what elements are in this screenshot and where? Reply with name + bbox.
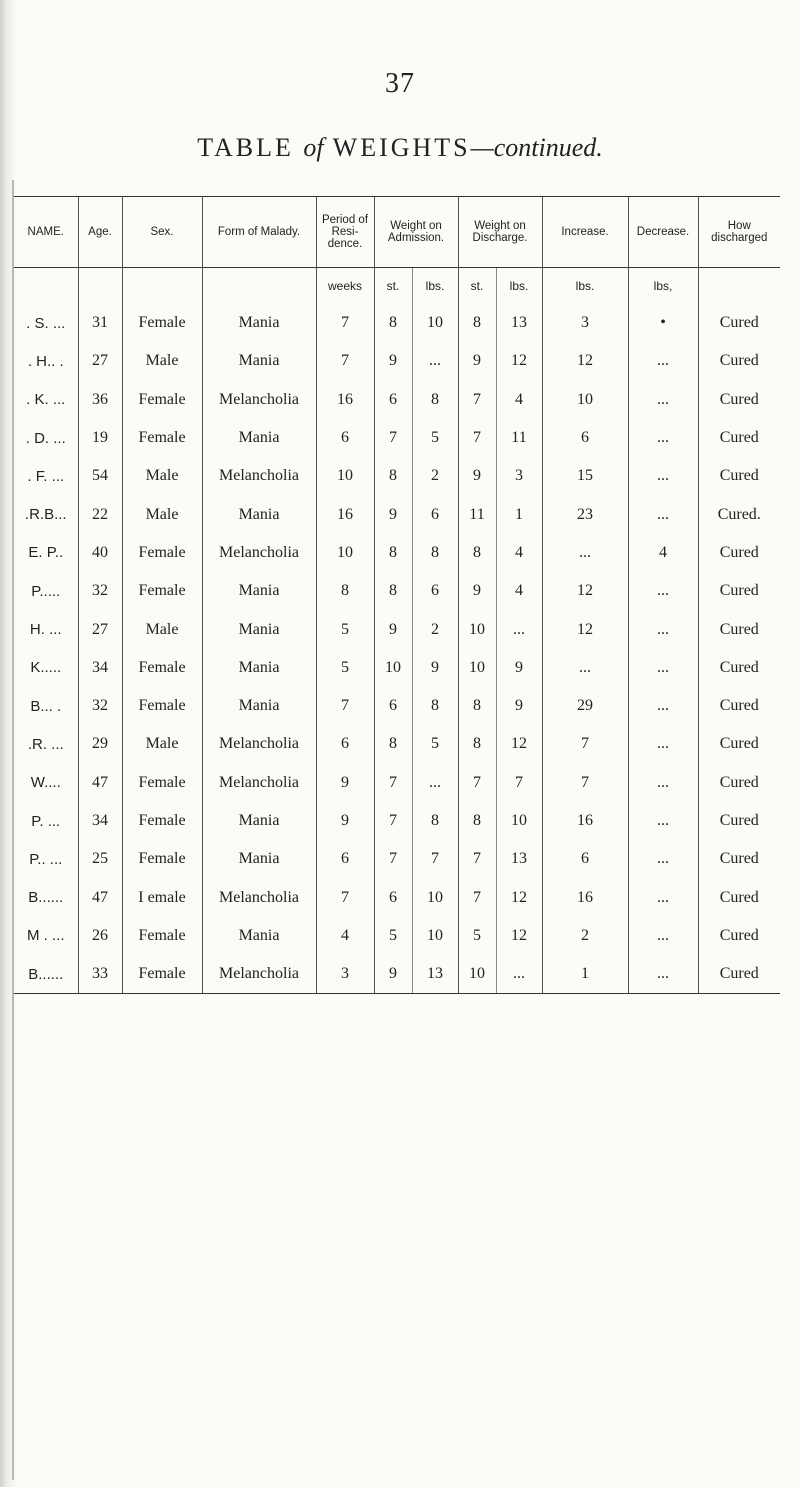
cell-period: 5 xyxy=(316,649,374,687)
cell-age: 31 xyxy=(78,304,122,342)
cell-increase: 7 xyxy=(542,725,628,763)
header-age: Age. xyxy=(78,197,122,268)
title-prefix: TABLE xyxy=(197,133,304,162)
cell-name: B... . xyxy=(30,697,62,715)
cell-how-discharged: Cured xyxy=(698,534,780,572)
cell-name: . D. ... xyxy=(25,429,66,447)
cell-period: 8 xyxy=(316,572,374,610)
cell-discharge-st: 9 xyxy=(458,342,496,380)
cell-form: Melancholia xyxy=(202,878,316,916)
cell-decrease: ... xyxy=(628,419,698,457)
cell-discharge-lbs: 12 xyxy=(496,725,542,763)
units-blank xyxy=(698,268,780,305)
cell-discharge-st: 7 xyxy=(458,878,496,916)
cell-sex: Male xyxy=(122,495,202,533)
unit-decrease: lbs, xyxy=(628,268,698,305)
cell-name: B...... xyxy=(14,955,78,994)
cell-sex: Female xyxy=(122,534,202,572)
table-row xyxy=(14,917,780,955)
page-number: 37 xyxy=(385,68,415,99)
table-row xyxy=(14,572,780,610)
cell-discharge-lbs: 3 xyxy=(496,457,542,495)
cell-admission-lbs: 9 xyxy=(412,649,458,687)
cell-form: Melancholia xyxy=(202,534,316,572)
cell-form: Mania xyxy=(202,917,316,955)
cell-discharge-lbs: 4 xyxy=(496,381,542,419)
table-row xyxy=(14,687,780,725)
cell-decrease: ... xyxy=(628,381,698,419)
unit-discharge-lbs: lbs. xyxy=(496,268,542,305)
cell-decrease: • xyxy=(628,304,698,342)
cell-how-discharged: Cured xyxy=(698,419,780,457)
cell-period: 10 xyxy=(316,534,374,572)
cell-decrease: ... xyxy=(628,764,698,802)
cell-admission-lbs: 7 xyxy=(412,840,458,878)
cell-admission-st: 10 xyxy=(374,649,412,687)
cell-increase: ... xyxy=(542,534,628,572)
cell-period: 9 xyxy=(316,802,374,840)
cell-discharge-st: 9 xyxy=(458,572,496,610)
cell-admission-lbs: 13 xyxy=(412,955,458,994)
cell-name: K..... xyxy=(30,659,62,677)
cell-decrease: ... xyxy=(628,955,698,994)
cell-sex: Male xyxy=(122,457,202,495)
cell-how-discharged: Cured xyxy=(698,381,780,419)
cell-decrease: ... xyxy=(628,342,698,380)
unit-increase: lbs. xyxy=(542,268,628,305)
cell-sex: Female xyxy=(122,419,202,457)
cell-discharge-lbs: 12 xyxy=(496,878,542,916)
cell-how-discharged: Cured. xyxy=(698,495,780,533)
cell-discharge-lbs: 4 xyxy=(496,534,542,572)
cell-how-discharged: Cured xyxy=(698,840,780,878)
cell-how-discharged: Cured xyxy=(698,955,780,994)
cell-sex: Female xyxy=(122,840,202,878)
cell-name: . H.. . xyxy=(27,352,64,370)
unit-discharge-st: st. xyxy=(458,268,496,305)
header-sex: Sex. xyxy=(122,197,202,268)
cell-age: 36 xyxy=(78,381,122,419)
cell-sex: Male xyxy=(122,342,202,380)
cell-age: 47 xyxy=(78,764,122,802)
cell-increase: 29 xyxy=(542,687,628,725)
cell-admission-st: 8 xyxy=(374,534,412,572)
cell-discharge-st: 8 xyxy=(458,534,496,572)
cell-age: 32 xyxy=(78,687,122,725)
table-body xyxy=(14,268,780,994)
cell-admission-st: 8 xyxy=(374,457,412,495)
cell-form: Mania xyxy=(202,610,316,648)
cell-increase: 12 xyxy=(542,342,628,380)
unit-period: weeks xyxy=(316,268,374,305)
cell-admission-lbs: 10 xyxy=(412,917,458,955)
header-weight-discharge: Weight on Discharge. xyxy=(458,197,542,268)
cell-discharge-lbs: 12 xyxy=(496,342,542,380)
cell-admission-st: 7 xyxy=(374,802,412,840)
cell-discharge-st: 7 xyxy=(458,419,496,457)
cell-increase: 23 xyxy=(542,495,628,533)
cell-discharge-st: 7 xyxy=(458,840,496,878)
cell-age: 34 xyxy=(78,802,122,840)
cell-admission-lbs: 10 xyxy=(412,304,458,342)
cell-discharge-st: 8 xyxy=(458,687,496,725)
header-row xyxy=(14,197,780,268)
cell-period: 9 xyxy=(316,764,374,802)
cell-decrease: ... xyxy=(628,917,698,955)
cell-increase: 3 xyxy=(542,304,628,342)
cell-how-discharged: Cured xyxy=(698,342,780,380)
cell-admission-st: 8 xyxy=(374,304,412,342)
cell-sex: Female xyxy=(122,764,202,802)
cell-admission-lbs: 2 xyxy=(412,610,458,648)
cell-decrease: ... xyxy=(628,802,698,840)
cell-decrease: 4 xyxy=(628,534,698,572)
cell-how-discharged: Cured xyxy=(698,878,780,916)
cell-discharge-lbs: 13 xyxy=(496,304,542,342)
cell-period: 10 xyxy=(316,457,374,495)
cell-form: Mania xyxy=(202,687,316,725)
cell-admission-st: 9 xyxy=(374,342,412,380)
cell-how-discharged: Cured xyxy=(698,649,780,687)
cell-age: 54 xyxy=(78,457,122,495)
cell-discharge-st: 7 xyxy=(458,764,496,802)
cell-age: 29 xyxy=(78,725,122,763)
cell-admission-st: 7 xyxy=(374,764,412,802)
cell-discharge-st: 10 xyxy=(458,610,496,648)
cell-decrease: ... xyxy=(628,610,698,648)
cell-period: 5 xyxy=(316,610,374,648)
table-row xyxy=(14,495,780,533)
cell-increase: 16 xyxy=(542,878,628,916)
table-row xyxy=(14,381,780,419)
cell-name: W.... xyxy=(30,774,61,792)
cell-period: 3 xyxy=(316,955,374,994)
cell-sex: Female xyxy=(122,917,202,955)
cell-period: 6 xyxy=(316,419,374,457)
cell-increase: 12 xyxy=(542,610,628,648)
cell-name: P..... xyxy=(31,582,61,600)
cell-form: Melancholia xyxy=(202,725,316,763)
cell-increase: 1 xyxy=(542,955,628,994)
cell-how-discharged: Cured xyxy=(698,802,780,840)
cell-age: 40 xyxy=(78,534,122,572)
cell-age: 26 xyxy=(78,917,122,955)
cell-admission-lbs: ... xyxy=(412,342,458,380)
cell-form: Mania xyxy=(202,495,316,533)
cell-decrease: ... xyxy=(628,725,698,763)
cell-discharge-st: 8 xyxy=(458,304,496,342)
cell-discharge-st: 10 xyxy=(458,955,496,994)
cell-form: Mania xyxy=(202,572,316,610)
cell-name: B...... xyxy=(28,889,64,907)
cell-discharge-st: 9 xyxy=(458,457,496,495)
cell-admission-st: 6 xyxy=(374,687,412,725)
cell-how-discharged: Cured xyxy=(698,572,780,610)
cell-form: Mania xyxy=(202,649,316,687)
cell-increase: ... xyxy=(542,649,628,687)
cell-admission-st: 6 xyxy=(374,878,412,916)
cell-how-discharged: Cured xyxy=(698,687,780,725)
cell-form: Melancholia xyxy=(202,457,316,495)
cell-period: 7 xyxy=(316,687,374,725)
cell-discharge-lbs: 4 xyxy=(496,572,542,610)
cell-period: 7 xyxy=(316,342,374,380)
table-row xyxy=(14,419,780,457)
units-blank xyxy=(122,268,202,305)
cell-increase: 6 xyxy=(542,419,628,457)
cell-sex: Female xyxy=(122,802,202,840)
cell-name: . K. ... xyxy=(26,391,66,409)
title-of: of xyxy=(303,133,324,162)
cell-increase: 10 xyxy=(542,381,628,419)
title-main: WEIGHTS xyxy=(323,133,471,162)
unit-admission-lbs: lbs. xyxy=(412,268,458,305)
cell-admission-lbs: ... xyxy=(412,764,458,802)
cell-age: 27 xyxy=(78,342,122,380)
units-blank xyxy=(202,268,316,305)
cell-decrease: ... xyxy=(628,457,698,495)
cell-name: P. ... xyxy=(31,812,61,830)
cell-name: H. ... xyxy=(29,621,62,639)
cell-discharge-lbs: 10 xyxy=(496,802,542,840)
table-row xyxy=(14,342,780,380)
cell-admission-st: 9 xyxy=(374,495,412,533)
cell-sex: I emale xyxy=(122,878,202,916)
cell-increase: 15 xyxy=(542,457,628,495)
cell-name: .R.B... xyxy=(24,506,67,524)
units-blank xyxy=(14,268,78,305)
cell-period: 6 xyxy=(316,725,374,763)
cell-name: P.. ... xyxy=(29,850,63,868)
cell-age: 47 xyxy=(78,878,122,916)
cell-discharge-st: 7 xyxy=(458,381,496,419)
unit-admission-st: st. xyxy=(374,268,412,305)
cell-admission-st: 7 xyxy=(374,840,412,878)
header-how-discharged: How discharged xyxy=(698,197,780,268)
cell-discharge-st: 11 xyxy=(458,495,496,533)
page-title xyxy=(0,133,800,163)
table-row xyxy=(14,802,780,840)
cell-discharge-st: 5 xyxy=(458,917,496,955)
cell-sex: Female xyxy=(122,687,202,725)
cell-admission-st: 9 xyxy=(374,955,412,994)
cell-form: Mania xyxy=(202,802,316,840)
cell-decrease: ... xyxy=(628,495,698,533)
cell-admission-lbs: 8 xyxy=(412,802,458,840)
cell-name: E. P.. xyxy=(28,544,64,562)
cell-discharge-st: 10 xyxy=(458,649,496,687)
table-row xyxy=(14,725,780,763)
cell-discharge-lbs: 7 xyxy=(496,764,542,802)
cell-name: . S. ... xyxy=(26,314,66,332)
cell-how-discharged: Cured xyxy=(698,457,780,495)
cell-admission-st: 9 xyxy=(374,610,412,648)
units-blank xyxy=(78,268,122,305)
cell-decrease: ... xyxy=(628,572,698,610)
cell-discharge-lbs: 11 xyxy=(496,419,542,457)
header-weight-admission: Weight on Admission. xyxy=(374,197,458,268)
table-row xyxy=(14,878,780,916)
cell-period: 16 xyxy=(316,495,374,533)
cell-form: Mania xyxy=(202,419,316,457)
cell-sex: Female xyxy=(122,381,202,419)
cell-decrease: ... xyxy=(628,840,698,878)
cell-form: Melancholia xyxy=(202,381,316,419)
cell-form: Mania xyxy=(202,840,316,878)
cell-discharge-lbs: 9 xyxy=(496,649,542,687)
title-suffix: —continued. xyxy=(470,133,603,162)
cell-sex: Male xyxy=(122,725,202,763)
cell-how-discharged: Cured xyxy=(698,917,780,955)
table-row xyxy=(14,649,780,687)
cell-period: 6 xyxy=(316,840,374,878)
cell-discharge-lbs: 9 xyxy=(496,687,542,725)
cell-discharge-lbs: 1 xyxy=(496,495,542,533)
cell-increase: 2 xyxy=(542,917,628,955)
header-form: Form of Malady. xyxy=(202,197,316,268)
cell-how-discharged: Cured xyxy=(698,725,780,763)
cell-discharge-st: 8 xyxy=(458,802,496,840)
cell-admission-lbs: 5 xyxy=(412,725,458,763)
cell-decrease: ... xyxy=(628,687,698,725)
cell-admission-lbs: 5 xyxy=(412,419,458,457)
cell-admission-lbs: 6 xyxy=(412,572,458,610)
header-period: Period of Resi- dence. xyxy=(316,197,374,268)
cell-admission-st: 7 xyxy=(374,419,412,457)
cell-age: 33 xyxy=(78,955,122,994)
cell-sex: Male xyxy=(122,610,202,648)
cell-discharge-lbs: ... xyxy=(496,610,542,648)
header-name: NAME. xyxy=(14,197,78,268)
cell-decrease: ... xyxy=(628,649,698,687)
cell-admission-lbs: 8 xyxy=(412,534,458,572)
cell-form: Mania xyxy=(202,304,316,342)
cell-admission-st: 8 xyxy=(374,572,412,610)
header-decrease: Decrease. xyxy=(628,197,698,268)
cell-sex: Female xyxy=(122,304,202,342)
cell-admission-st: 6 xyxy=(374,381,412,419)
cell-discharge-lbs: 13 xyxy=(496,840,542,878)
cell-increase: 16 xyxy=(542,802,628,840)
cell-how-discharged: Cured xyxy=(698,304,780,342)
header-increase: Increase. xyxy=(542,197,628,268)
cell-admission-st: 8 xyxy=(374,725,412,763)
cell-increase: 12 xyxy=(542,572,628,610)
cell-name: M . ... xyxy=(27,927,65,945)
cell-period: 7 xyxy=(316,304,374,342)
table-row xyxy=(14,304,780,342)
cell-admission-lbs: 8 xyxy=(412,381,458,419)
cell-name: .R. ... xyxy=(27,735,64,753)
cell-how-discharged: Cured xyxy=(698,764,780,802)
table-row xyxy=(14,610,780,648)
cell-form: Melancholia xyxy=(202,764,316,802)
units-row xyxy=(14,268,780,305)
cell-sex: Female xyxy=(122,955,202,994)
cell-age: 32 xyxy=(78,572,122,610)
cell-how-discharged: Cured xyxy=(698,610,780,648)
cell-period: 16 xyxy=(316,381,374,419)
weights-table xyxy=(14,196,780,994)
cell-increase: 6 xyxy=(542,840,628,878)
cell-name: . F. ... xyxy=(27,467,65,485)
table-row xyxy=(14,534,780,572)
cell-age: 19 xyxy=(78,419,122,457)
cell-age: 22 xyxy=(78,495,122,533)
cell-admission-lbs: 8 xyxy=(412,687,458,725)
cell-increase: 7 xyxy=(542,764,628,802)
table-row xyxy=(14,764,780,802)
cell-form: Mania xyxy=(202,342,316,380)
cell-sex: Female xyxy=(122,572,202,610)
cell-admission-lbs: 2 xyxy=(412,457,458,495)
cell-age: 34 xyxy=(78,649,122,687)
table-row xyxy=(14,955,780,994)
cell-form: Melancholia xyxy=(202,955,316,994)
cell-admission-st: 5 xyxy=(374,917,412,955)
cell-admission-lbs: 10 xyxy=(412,878,458,916)
cell-decrease: ... xyxy=(628,878,698,916)
cell-discharge-lbs: ... xyxy=(496,955,542,994)
table-row xyxy=(14,840,780,878)
cell-period: 7 xyxy=(316,878,374,916)
cell-admission-lbs: 6 xyxy=(412,495,458,533)
table-row xyxy=(14,457,780,495)
cell-age: 25 xyxy=(78,840,122,878)
cell-discharge-st: 8 xyxy=(458,725,496,763)
cell-discharge-lbs: 12 xyxy=(496,917,542,955)
cell-age: 27 xyxy=(78,610,122,648)
cell-sex: Female xyxy=(122,649,202,687)
cell-period: 4 xyxy=(316,917,374,955)
